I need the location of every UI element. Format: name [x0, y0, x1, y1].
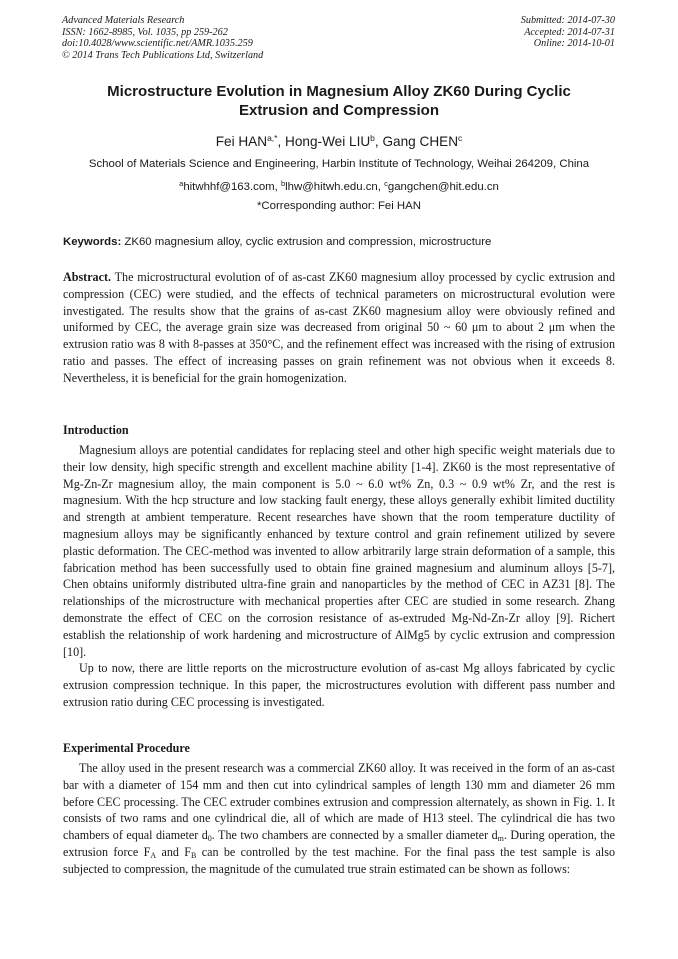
email-superscript: c	[384, 179, 388, 188]
paragraph: Up to now, there are little reports on the microstructure evolution of as-cast Mg alloys fabricated by cyclic extrusion compression technique. In this paper, the microstructures evolution with different pass number and extrusion ratio during CEC processing is investigated.	[63, 661, 615, 709]
copyright: © 2014 Trans Tech Publications Ltd, Switzerland	[62, 49, 264, 61]
online-date: Online: 2014-10-01	[533, 38, 615, 50]
journal-name: Advanced Materials Research	[62, 15, 185, 26]
text-run: The alloy used in the present research was a commercial ZK60 alloy. It was received in the form of an as-cast bar with a diameter of 154 mm and then cut into cylindrical samples of length 130 mm and diameter 26 mm before CEC processing. The CEC extruder combines extrusion and compression alternately, as shown in Fig. 1. It consists of two rams and one cylindrical die, all of which are made of H13 steel. The cylindrical die has two chambers of equal diameter d	[63, 761, 615, 843]
keywords-label: Keywords:	[63, 236, 122, 248]
subscript: m	[497, 834, 504, 844]
text-run: and F	[156, 844, 192, 859]
author-emails	[64, 177, 614, 194]
title-line-1: Microstructure Evolution in Magnesium Alloy ZK60 During Cyclic	[107, 83, 571, 100]
introduction-body	[63, 442, 615, 711]
email-superscript: b	[280, 179, 286, 188]
journal-doi: doi:10.4028/www.scientific.net/AMR.1035.259	[62, 38, 253, 50]
author-name: Gang CHEN	[382, 134, 459, 149]
paragraph	[63, 760, 615, 878]
author-list	[64, 130, 614, 150]
email-link: gangchen@hit.edu.cn	[387, 181, 499, 193]
abstract-text: The microstructural evolution of of as-cast ZK60 magnesium alloy processed by cyclic extrusion and compression (CEC) were studied, and the effects of technical parameters on microstructural evolution were investigated. The results show that the grains of as-cast ZK60 magnesium alloy were obviously refined and uniformed by CEC, the average grain size was decreased from original 50 ~ 60 μm to about 2 μm when the extrusion ratio was 8 with 8-passes at 350°C, and the refinement effect was increased with the rising of extrusion ratio and passes. The effect of increasing passes on grain refinement was not obvious when it exceeds 8. Nevertheless, it is beneficial for the grain homogenization.	[63, 270, 615, 385]
accepted-date: Accepted: 2014-07-31	[524, 26, 615, 38]
submitted-date: Submitted: 2014-07-30	[520, 15, 615, 26]
author-superscript: c	[458, 133, 463, 143]
text-run: . During operation, the extrusion force F	[63, 828, 616, 859]
corresponding-author: *Corresponding author: Fei HAN	[257, 200, 421, 212]
text-run: can be controlled by the test machine. For the final pass the test sample is also subjected to compression, the magnitude of the cumulated true strain estimated can be shown as follows:	[63, 844, 615, 876]
paragraph: Magnesium alloys are potential candidates for replacing steel and other high specific weight materials due to their low density, high specific strength and excellent machine ability [1-4]. ZK60 is the most representative of Mg-Zn-Zr magnesium alloy, the main component is 5.0 ~ 6.0 wt% Zn, 0.3 ~ 0.9 wt% Zr, and the rest is magnesium. With the hcp structure and low stacking fault energy, these alloys generally exhibit limited ductility and strength at ambient temperature. Recent researches have shown that the room temperature ductility of magnesium alloys may be significantly enhanced by texture control and grain refinement utilized by severe plastic deformation. The CEC-method was invented to allow arbitrarily large strain deformation of a sample, this fabrication method has been successfully used to obtain fine grained magnesium and aluminum alloys [5-7], Chen obtains uniformly distributed ultra-fine grain and nanoparticles by the method of CEC in AZ31 [8]. The relationships of the microstructure with mechanical properties after CEC are studied in some research. Zhang demonstrate the effect of CEC on the corrosion resistance of as-extruded Mg-Nd-Zn-Zr alloy [9]. Richert establish the relationship of work hardening and microstructure of AlMg5 by cyclic extrusion and compression [10].	[63, 443, 615, 659]
author-separator: ,	[374, 134, 383, 149]
author-superscript: a,*	[267, 133, 278, 143]
keywords	[63, 235, 618, 249]
affiliation: School of Materials Science and Engineering, Harbin Institute of Technology, Weihai 264209, China	[88, 158, 590, 170]
subscript: A	[150, 850, 157, 860]
experimental-heading: Experimental Procedure	[63, 741, 190, 755]
paper-title	[70, 82, 608, 120]
email-link: lhw@hitwh.edu.cn,	[285, 181, 385, 193]
publication-dates	[521, 15, 615, 50]
abstract-label: Abstract.	[63, 270, 112, 284]
journal-info	[62, 15, 263, 61]
introduction-heading: Introduction	[63, 423, 129, 437]
text-run: . The two chambers are connected by a smaller diameter d	[211, 828, 498, 843]
title-line-2: Extrusion and Compression	[238, 102, 440, 119]
email-superscript: a	[179, 179, 184, 188]
author-separator: ,	[277, 134, 286, 149]
subscript: 0	[207, 834, 212, 844]
author-name: Hong-Wei LIU	[285, 134, 371, 149]
author-name: Fei HAN	[215, 134, 268, 149]
experimental-body	[63, 760, 615, 878]
keywords-text: ZK60 magnesium alloy, cyclic extrusion and compression, microstructure	[121, 236, 492, 248]
author-superscript: b	[370, 133, 375, 143]
journal-issn: ISSN: 1662-8985, Vol. 1035, pp 259-262	[62, 26, 228, 38]
abstract	[63, 269, 615, 387]
email-link: hitwhhf@163.com,	[183, 181, 281, 193]
subscript: B	[191, 850, 197, 860]
